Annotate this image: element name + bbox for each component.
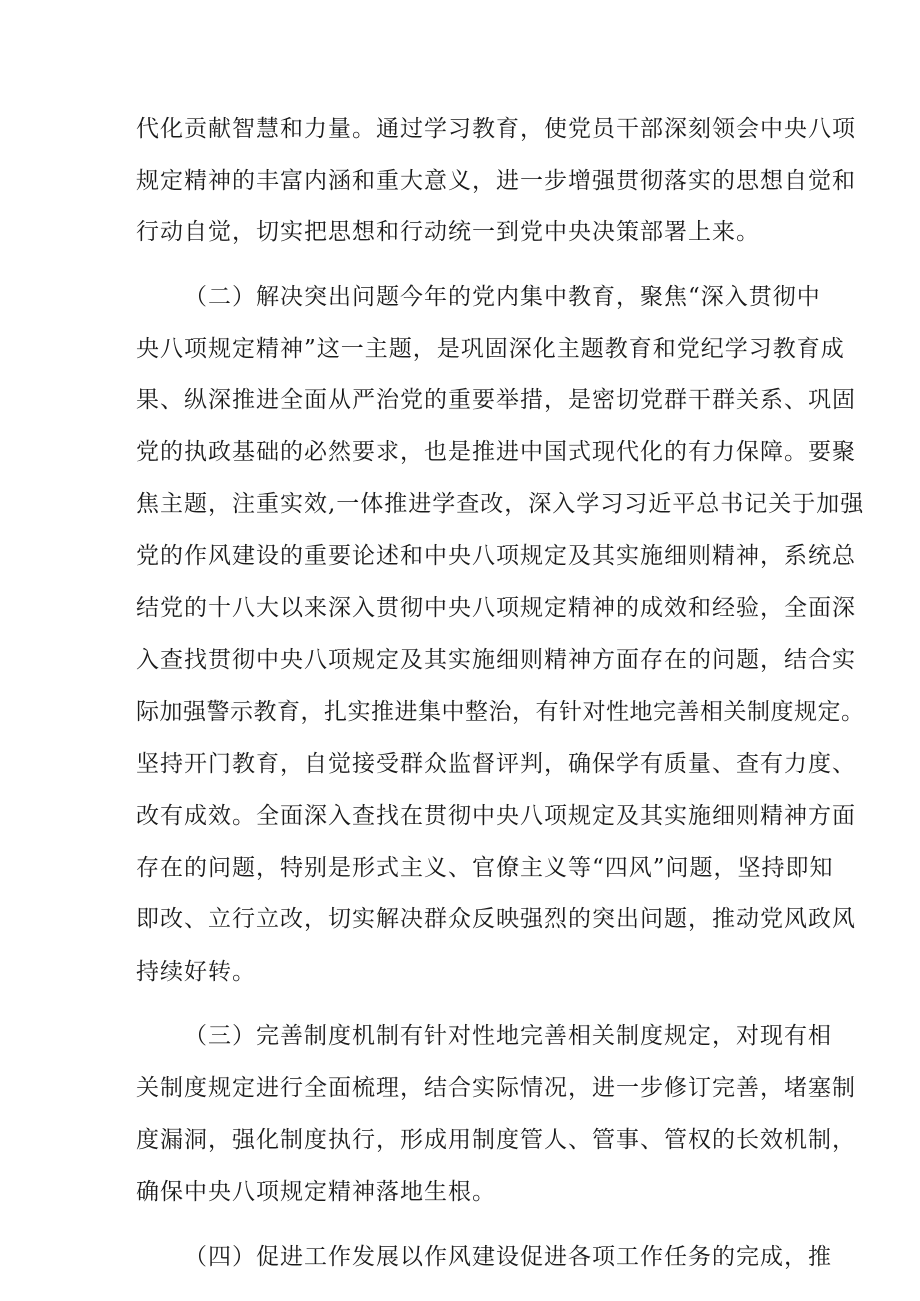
text-line: 党的作风建设的重要论述和中央八项规定及其实施细则精神，系统总: [136, 543, 856, 569]
text-line: 存在的问题，特别是形式主义、官僚主义等“四风”问题，坚持即知: [136, 855, 834, 881]
section-two-heading-line: （二）解决突出问题今年的党内集中教育，聚焦“深入贯彻中: [184, 284, 821, 310]
text-line: 坚持开门教育，自觉接受群众监督评判，确保学有质量、查有力度、: [136, 751, 856, 777]
text-line: 果、纵深推进全面从严治党的重要举措，是密切党群干群关系、巩固: [136, 387, 856, 413]
text-line: 焦主题，注重实效,一体推进学查改，深入学习习近平总书记关于加强: [136, 491, 865, 517]
text-line: 确保中央八项规定精神落地生根。: [136, 1179, 496, 1205]
text-line: 党的执政基础的必然要求，也是推进中国式现代化的有力保障。要聚: [136, 439, 856, 465]
text-line: 际加强警示教育，扎实推进集中整治，有针对性地完善相关制度规定。: [136, 699, 865, 725]
section-three-heading-line: （三）完善制度机制有针对性地完善相关制度规定，对现有相: [184, 1023, 832, 1049]
text-line: 入查找贯彻中央八项规定及其实施细则精神方面存在的问题，结合实: [136, 647, 856, 673]
text-line: 即改、立行立改，切实解决群众反映强烈的突出问题，推动党风政风: [136, 906, 856, 932]
text-line: 改有成效。全面深入查找在贯彻中央八项规定及其实施细则精神方面: [136, 803, 856, 829]
text-line: 度漏洞，强化制度执行，形成用制度管人、管事、管权的长效机制，: [136, 1127, 856, 1153]
text-line: 规定精神的丰富内涵和重大意义，进一步增强贯彻落实的思想自觉和: [136, 168, 856, 194]
text-line: 央八项规定精神”这一主题，是巩固深化主题教育和党纪学习教育成: [136, 336, 845, 362]
text-line: 代化贡献智慧和力量。通过学习教育，使党员干部深刻领会中央八项: [136, 116, 856, 142]
text-line: 关制度规定进行全面梳理，结合实际情况，进一步修订完善，堵塞制: [136, 1075, 856, 1101]
section-four-heading-line: （四）促进工作发展以作风建设促进各项工作任务的完成，推: [184, 1244, 832, 1270]
text-line: 行动自觉，切实把思想和行动统一到党中央决策部署上来。: [136, 219, 760, 245]
text-line: 结党的十八大以来深入贯彻中央八项规定精神的成效和经验，全面深: [136, 595, 856, 621]
text-line: 持续好转。: [136, 959, 256, 985]
